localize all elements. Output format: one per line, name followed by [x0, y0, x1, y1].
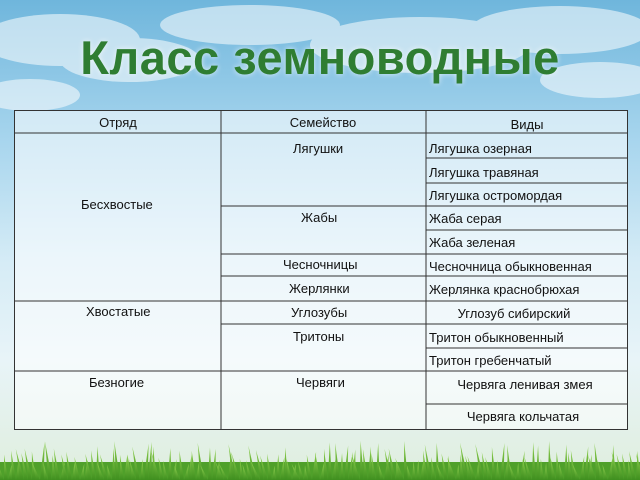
- species-item: Жерлянка краснобрюхая: [429, 282, 580, 297]
- grass-blade: [532, 442, 536, 480]
- species-item: Лягушка остромордая: [429, 188, 563, 203]
- page-title: Класс земноводные: [80, 31, 560, 84]
- species-item: Червяга ленивая змея: [457, 377, 593, 392]
- family-salamanders: Углозубы: [291, 305, 348, 320]
- grass-blade: [328, 442, 332, 480]
- order-caudata: Хвостатые: [86, 304, 151, 319]
- grass-blade: [376, 443, 380, 480]
- family-caecilians: Червяги: [296, 375, 345, 390]
- species-item: Лягушка травяная: [429, 165, 539, 180]
- species-item: Тритон обыкновенный: [429, 330, 564, 345]
- species-item: Тритон гребенчатый: [429, 353, 552, 368]
- order-apoda: Безногие: [89, 375, 145, 390]
- grass-blade: [148, 442, 152, 480]
- grass-blade: [500, 443, 504, 480]
- header-family: Семейство: [289, 115, 357, 130]
- grass-blade: [144, 444, 149, 480]
- species-item: Жаба зеленая: [429, 235, 516, 250]
- header-species: Виды: [510, 117, 544, 132]
- grass-blade: [548, 441, 552, 480]
- family-toads: Жабы: [301, 210, 338, 225]
- grass-blade: [404, 441, 408, 480]
- species-item: Углозуб сибирский: [457, 306, 571, 321]
- family-newts: Тритоны: [293, 329, 345, 344]
- header-order: Отряд: [99, 115, 137, 130]
- family-fire-bellied-toads: Жерлянки: [289, 281, 350, 296]
- species-item: Червяга кольчатая: [466, 409, 580, 424]
- species-item: Лягушка озерная: [429, 141, 532, 156]
- species-item: Жаба серая: [429, 211, 502, 226]
- family-frogs: Лягушки: [293, 141, 344, 156]
- order-anura: Бесхвостые: [81, 197, 153, 212]
- species-item: Чесночница обыкновенная: [429, 259, 592, 274]
- family-spadefoots: Чесночницы: [283, 257, 358, 272]
